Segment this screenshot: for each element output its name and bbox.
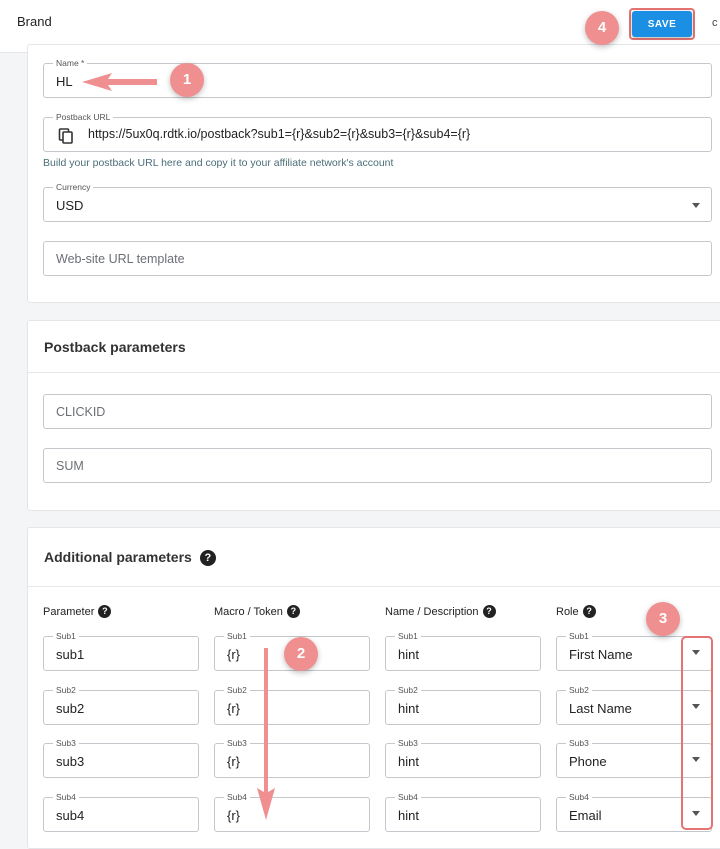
name-field-sub4[interactable] — [385, 792, 541, 832]
sub3-label: Sub3 — [53, 738, 79, 748]
clickid-field[interactable] — [43, 394, 712, 429]
name-value: hint — [398, 701, 419, 716]
sub3-label: Sub3 — [395, 738, 421, 748]
parameter-field-sub1[interactable] — [43, 631, 199, 671]
sub4-label: Sub4 — [566, 792, 592, 802]
caret-down-icon[interactable] — [692, 203, 700, 208]
divider — [28, 586, 720, 587]
save-button[interactable]: SAVE — [632, 11, 692, 37]
role-value: Last Name — [569, 701, 632, 716]
column-header-parameter — [43, 605, 111, 618]
sub2-label: Sub2 — [566, 685, 592, 695]
parameter-field-sub2[interactable] — [43, 685, 199, 725]
macro-value: {r} — [227, 754, 241, 769]
sub4-label: Sub4 — [224, 792, 250, 802]
sub2-label: Sub2 — [224, 685, 250, 695]
parameter-value: sub1 — [56, 647, 85, 662]
sub3-label: Sub3 — [224, 738, 250, 748]
role-value: Email — [569, 808, 602, 823]
name-field-sub1[interactable] — [385, 631, 541, 671]
name-field-sub3[interactable] — [385, 738, 541, 778]
help-icon[interactable]: ? — [98, 605, 111, 618]
postback-url-helper: Build your postback URL here and copy it to your affiliate network's account — [43, 157, 394, 169]
annotation-badge-4: 4 — [585, 11, 619, 45]
postback-url-value: https://5ux0q.rdtk.io/postback?sub1={r}&sub2={r}&sub3={r}&sub4={r} — [88, 127, 471, 141]
postback-url-label: Postback URL — [53, 112, 113, 122]
name-value: hint — [398, 808, 419, 823]
role-value: First Name — [569, 647, 633, 662]
name-value: hint — [398, 754, 419, 769]
column-header-name — [385, 605, 496, 618]
annotation-badge-2: 2 — [284, 637, 318, 671]
help-icon[interactable]: ? — [287, 605, 300, 618]
macro-value: {r} — [227, 701, 241, 716]
column-header-role-text: Role — [556, 606, 579, 618]
additional-parameters-title — [44, 549, 216, 566]
parameter-field-sub4[interactable] — [43, 792, 199, 832]
name-label: Name * — [53, 58, 87, 68]
name-value: HL — [56, 74, 73, 89]
sum-placeholder: SUM — [56, 459, 84, 473]
sub4-label: Sub4 — [53, 792, 79, 802]
website-url-placeholder: Web-site URL template — [56, 252, 185, 266]
help-icon[interactable]: ? — [200, 550, 216, 566]
postback-parameters-title: Postback parameters — [44, 339, 186, 355]
divider — [28, 372, 720, 373]
website-url-field[interactable] — [43, 241, 712, 276]
postback-url-field[interactable] — [43, 112, 712, 152]
macro-value: {r} — [227, 647, 241, 662]
column-header-parameter-text: Parameter — [43, 606, 95, 618]
parameter-value: sub2 — [56, 701, 85, 716]
sub1-label: Sub1 — [566, 631, 592, 641]
currency-select[interactable] — [43, 182, 712, 222]
sub1-label: Sub1 — [53, 631, 79, 641]
annotation-badge-3: 3 — [646, 602, 680, 636]
sub1-label: Sub1 — [395, 631, 421, 641]
name-field[interactable] — [43, 58, 712, 98]
macro-field-sub3[interactable] — [214, 738, 370, 778]
sum-field[interactable] — [43, 448, 712, 483]
column-header-name-text: Name / Description — [385, 606, 479, 618]
copy-icon[interactable] — [58, 128, 74, 144]
macro-value: {r} — [227, 808, 241, 823]
sub2-label: Sub2 — [395, 685, 421, 695]
currency-value: USD — [56, 198, 84, 213]
sub3-label: Sub3 — [566, 738, 592, 748]
sub4-label: Sub4 — [395, 792, 421, 802]
sub2-label: Sub2 — [53, 685, 79, 695]
name-field-sub2[interactable] — [385, 685, 541, 725]
macro-field-sub4[interactable] — [214, 792, 370, 832]
column-header-macro-text: Macro / Token — [214, 606, 283, 618]
role-value: Phone — [569, 754, 607, 769]
column-header-macro — [214, 605, 300, 618]
help-icon[interactable]: ? — [583, 605, 596, 618]
parameter-value: sub3 — [56, 754, 85, 769]
sub1-label: Sub1 — [224, 631, 250, 641]
parameter-field-sub3[interactable] — [43, 738, 199, 778]
annotation-badge-1: 1 — [170, 63, 204, 97]
currency-label: Currency — [53, 182, 93, 192]
column-header-role — [556, 605, 596, 618]
name-value: hint — [398, 647, 419, 662]
brand-title: Brand — [17, 14, 52, 29]
help-icon[interactable]: ? — [483, 605, 496, 618]
truncated-text: c — [712, 17, 718, 29]
clickid-placeholder: CLICKID — [56, 405, 106, 419]
parameter-value: sub4 — [56, 808, 85, 823]
macro-field-sub2[interactable] — [214, 685, 370, 725]
additional-parameters-title-text: Additional parameters — [44, 549, 192, 565]
role-caret-highlight — [681, 636, 713, 830]
